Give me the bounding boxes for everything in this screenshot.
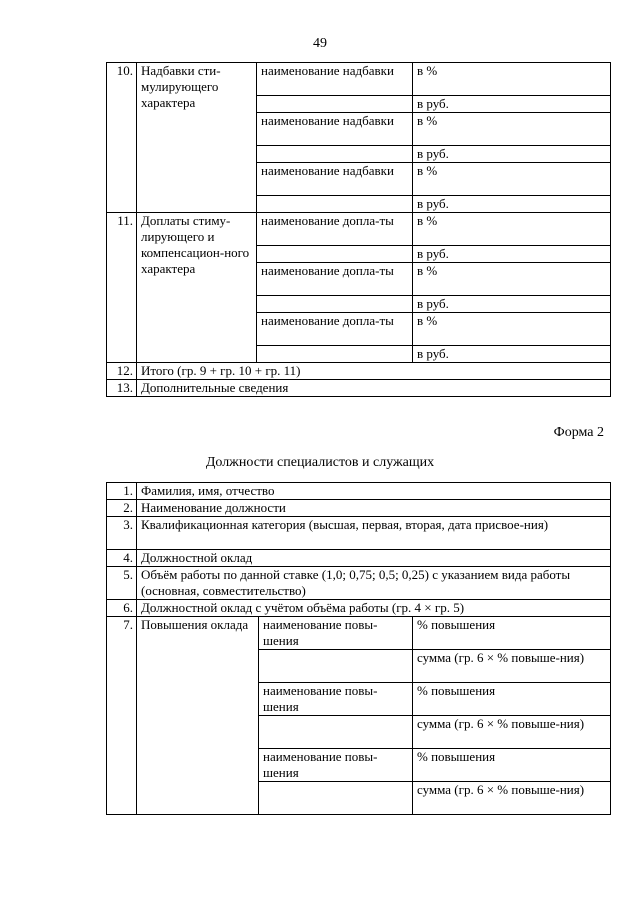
table-row bbox=[107, 363, 611, 380]
item-percent: в % bbox=[413, 263, 611, 296]
row-text: Должностной оклад bbox=[137, 550, 611, 567]
item-percent: в % bbox=[413, 313, 611, 346]
item-name: наименование повы-шения bbox=[259, 617, 413, 650]
item-name: наименование допла-ты bbox=[257, 313, 413, 346]
item-rub: в руб. bbox=[413, 296, 611, 313]
item-name: наименование надбавки bbox=[257, 113, 413, 146]
item-rub: в руб. bbox=[413, 196, 611, 213]
item-rub: в руб. bbox=[413, 146, 611, 163]
item-sum: сумма (гр. 6 × % повыше-ния) bbox=[413, 650, 611, 683]
table-row bbox=[107, 600, 611, 617]
item-percent: % повышения bbox=[413, 749, 611, 782]
row-number: 1. bbox=[107, 483, 137, 500]
item-sum: сумма (гр. 6 × % повыше-ния) bbox=[413, 782, 611, 815]
table-row bbox=[107, 63, 611, 96]
row-text: Объём работы по данной ставке (1,0; 0,75; 0,5; 0,25) с указанием вида работы (основная, совместительство) bbox=[137, 567, 611, 600]
row-number: 2. bbox=[107, 500, 137, 517]
table-row bbox=[107, 380, 611, 397]
table-row bbox=[107, 550, 611, 567]
item-percent: в % bbox=[413, 213, 611, 246]
item-rub: в руб. bbox=[413, 246, 611, 263]
table-row bbox=[107, 617, 611, 650]
item-rub: в руб. bbox=[413, 346, 611, 363]
item-name: наименование повы-шения bbox=[259, 749, 413, 782]
item-percent: % повышения bbox=[413, 617, 611, 650]
form-label: Форма 2 bbox=[553, 425, 604, 440]
row-text: Квалификационная категория (высшая, первая, вторая, дата присвое-ния) bbox=[137, 517, 611, 550]
row-text: Дополнительные сведения bbox=[137, 380, 611, 397]
table-row bbox=[107, 213, 611, 246]
item-name: наименование допла-ты bbox=[257, 263, 413, 296]
empty-cell bbox=[257, 96, 413, 113]
item-percent: в % bbox=[413, 113, 611, 146]
row-label: Надбавки сти-мулирующего характера bbox=[137, 63, 257, 213]
table-row bbox=[107, 517, 611, 550]
item-percent: в % bbox=[413, 163, 611, 196]
row-number: 13. bbox=[107, 380, 137, 397]
empty-cell bbox=[257, 296, 413, 313]
empty-cell bbox=[257, 346, 413, 363]
empty-cell bbox=[257, 196, 413, 213]
empty-cell bbox=[259, 650, 413, 683]
item-name: наименование повы-шения bbox=[259, 683, 413, 716]
empty-cell bbox=[257, 246, 413, 263]
item-sum: сумма (гр. 6 × % повыше-ния) bbox=[413, 716, 611, 749]
table-row bbox=[107, 567, 611, 600]
row-number: 3. bbox=[107, 517, 137, 550]
row-text: Наименование должности bbox=[137, 500, 611, 517]
empty-cell bbox=[257, 146, 413, 163]
item-percent: в % bbox=[413, 63, 611, 96]
salary-table-continued bbox=[106, 62, 611, 397]
form-title: Должности специалистов и служащих bbox=[205, 455, 435, 470]
row-text: Итого (гр. 9 + гр. 10 + гр. 11) bbox=[137, 363, 611, 380]
row-number: 4. bbox=[107, 550, 137, 567]
row-number: 5. bbox=[107, 567, 137, 600]
table-row bbox=[107, 500, 611, 517]
row-number: 6. bbox=[107, 600, 137, 617]
item-name: наименование надбавки bbox=[257, 163, 413, 196]
row-text: Фамилия, имя, отчество bbox=[137, 483, 611, 500]
table-row bbox=[107, 483, 611, 500]
row-number: 10. bbox=[107, 63, 137, 213]
row-label: Доплаты стиму-лирующего и компенсацион-ного характера bbox=[137, 213, 257, 363]
row-number: 11. bbox=[107, 213, 137, 363]
row-number: 7. bbox=[107, 617, 137, 815]
item-rub: в руб. bbox=[413, 96, 611, 113]
empty-cell bbox=[259, 782, 413, 815]
item-percent: % повышения bbox=[413, 683, 611, 716]
row-number: 12. bbox=[107, 363, 137, 380]
row-label: Повышения оклада bbox=[137, 617, 259, 815]
empty-cell bbox=[259, 716, 413, 749]
item-name: наименование надбавки bbox=[257, 63, 413, 96]
row-text: Должностной оклад с учётом объёма работы (гр. 4 × гр. 5) bbox=[137, 600, 611, 617]
page-number: 49 bbox=[313, 36, 327, 51]
specialists-table bbox=[106, 482, 611, 815]
item-name: наименование допла-ты bbox=[257, 213, 413, 246]
